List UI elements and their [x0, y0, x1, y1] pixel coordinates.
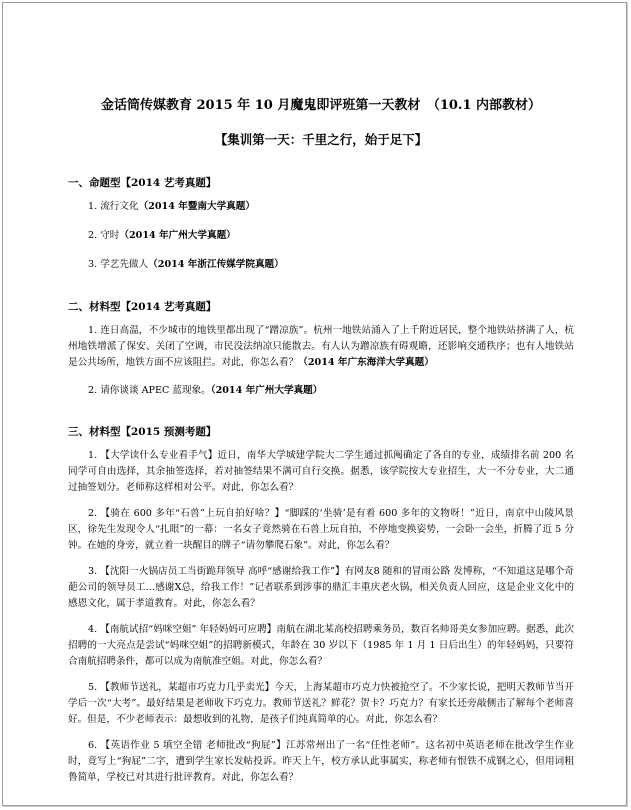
- list-item: 5. 【教师节送礼，某超市巧克力几乎卖光】今天，上海某超市巧克力快被抢空了。不少家长说，把明天教师节当开学后一次“大考”。最好结果是老师收下巧克力。教师节送礼？鲜花？贺卡？巧克力？有家长还旁敲侧击了解每个老师喜好。但是，不少老师表示：最想收到的礼物，是孩子们纯真简单的心。对此，你怎么看？: [68, 682, 574, 725]
- section-heading-3: 三、材料型【2015 预测考题】: [68, 426, 217, 438]
- list-item: 6. 【英语作业 5 填空全错 老师批改“狗屁”】江苏常州出了一名“任性老师”。这名初中英语老师在批改学生作业时，竟写上“狗屁”二字，遭到学生家长发帖投诉。昨天上午，校方承认此事属实，称老师有恨铁不成钢之心，但用词粗鲁简单，学校已对其进行批评教育。对此，你怎么看？: [68, 740, 574, 783]
- list-item: 2. 守时（2014 年广州大学真题）: [88, 230, 236, 241]
- list-item: 2. 【骑在 600 多年“石兽”上玩自拍好啥？】“脚踩的‘坐骑’是有着 600 多年的文物呀！”近日，南京中山陵风景区，徐先生发现令人“扎眼”的一幕：一名女子竟然骑在石兽上玩自拍，不停地变换姿势，一会卧一会坐，折腾了近 5 分钟。在她的身旁，就立着一块醒目的牌子“请勿攀爬石象”。对此，你怎么看？: [68, 508, 574, 551]
- list-item: 1. 连日高温，不少城市的地铁里都出现了“蹭凉族”。杭州一地铁站涌入了上千附近居民，整个地铁站挤满了人，杭州地铁增派了保安、关闭了空调，市民没法纳凉只能散去。有人认为蹭凉族有碍观瞻，还影响交通秩序；也有人地铁站是公共场所，地铁方面不应该阻拦。对此，你怎么看？（2014 年广东海洋大学真题）: [68, 325, 574, 368]
- document-body: [68, 94, 574, 786]
- document-subtitle: 【集训第一天：千里之行，始于足下】: [214, 132, 428, 147]
- section-heading-1: 一、命题型【2014 艺考真题】: [68, 177, 217, 189]
- section-heading-2: 二、材料型【2014 艺考真题】: [68, 301, 217, 313]
- document-title: 金话筒传媒教育 2015 年 10 月魔鬼即评班第一天教材 （10.1 内部教材）: [100, 98, 542, 113]
- list-item: 4. 【南航试招“妈咪空姐” 年轻妈妈可应聘】南航在湖北某高校招聘乘务员，数百名帅哥美女参加应聘。据悉，此次招聘的一大亮点是尝试“妈咪空姐”的招聘新模式，年龄在 30 岁以下（1985 年 1 月 1 日后出生）的年轻妈妈，只要符合南航招聘条件，都可以成为南航准空姐。对此，你怎么看？: [68, 624, 574, 667]
- list-item: 2. 请你谈谈 APEC 蓝现象。（2014 年广州大学真题）: [88, 385, 323, 396]
- list-item: 3. 【沈阳一火锅店员工当街跪拜领导 高呼“感谢给我工作”】有网友8 随和的冒雨公路 发博称，“不知道这是哪个奇葩公司的领导员工…感谢X总，给我工作！”记者联系到涉事的鼎汇丰重庆老火锅，相关负责人回应，这是企业文化中的感恩文化，属于孝道教育。对此，你怎么看？: [68, 566, 574, 609]
- list-item: 1. 【大学读什么专业看手气】近日，南华大学城建学院大二学生通过抓阄确定了各自的专业，成绩排名前 200 名同学可自由选择，其余抽签选择，若对抽签结果不满可自行交换。据悉，该学院按大专业招生，大一不分专业，大二通过抽签划分。老师称这样相对公平。对此，你怎么看？: [68, 450, 574, 493]
- list-item: 3. 学艺先做人（2014 年浙江传媒学院真题）: [88, 259, 284, 270]
- list-item: 1. 流行文化（2014 年暨南大学真题）: [88, 201, 255, 212]
